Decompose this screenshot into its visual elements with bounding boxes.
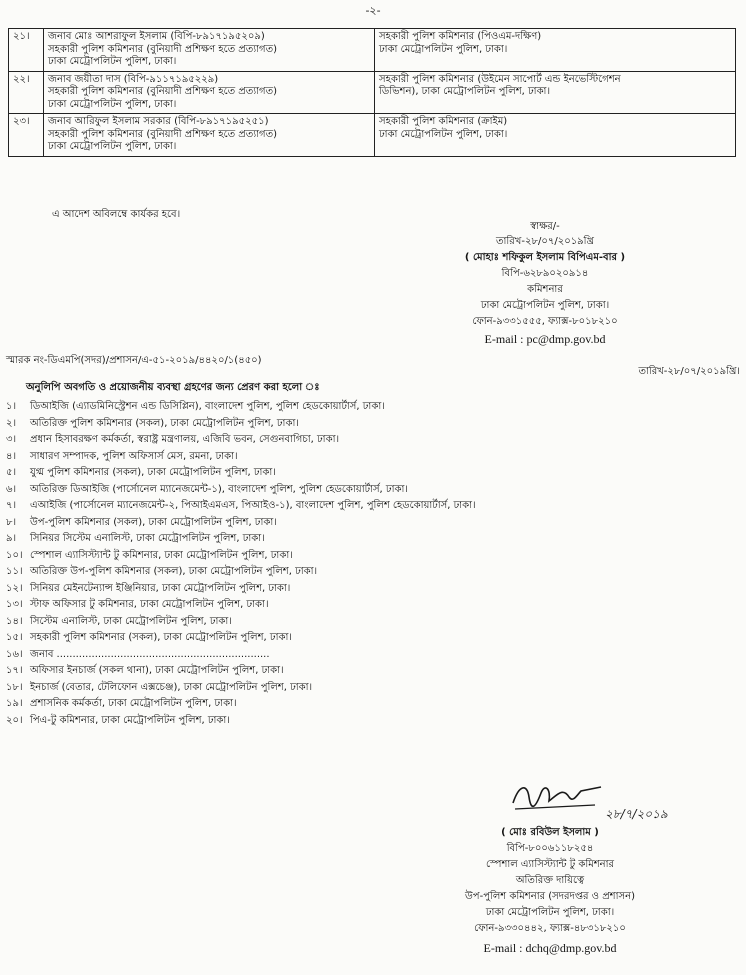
item-number: ১৮। [6,681,23,693]
item-number: ২। [6,417,17,429]
list-item [6,484,646,501]
table-row [9,114,736,157]
item-number: ১০। [6,549,23,561]
officer-unit: ঢাকা মেট্রোপলিটন পুলিশ, ঢাকা। [48,141,177,152]
item-number: ১২। [6,582,23,594]
officer-rank: সহকারী পুলিশ কমিশনার (বুনিয়াদী প্রশিক্ষণ হতে প্রত্যাগত) [48,128,277,140]
memo-date: তারিখ-২৮/০৭/২০১৯খ্রি। [638,366,740,377]
list-item [6,401,646,418]
item-text: অতিরিক্ত ডিআইজি (পার্সোনেল ম্যানেজমেন্ট-১), বাংলাদেশ পুলিশ, পুলিশ হেডকোয়ার্টার্স, ঢাকা। [30,483,408,495]
signatory-designation: স্পেশাল এ্যাসিস্ট্যান্ট টু কমিশনার [485,859,615,870]
serial-cell: ২২। [9,71,44,114]
distribution-list [6,401,646,731]
signatory-bp: বিপি-৬২৮৯০২০৯১৪ [501,268,589,279]
signatory-email: E-mail : pc@dmp.gov.bd [484,332,606,346]
signatory-bp: বিপি-৮০০৬১১৮২৫৪ [506,843,594,854]
officer-cell [44,29,375,72]
list-item [6,566,646,583]
item-number: ১৫। [6,632,23,643]
officer-rank: সহকারী পুলিশ কমিশনার (বুনিয়াদী প্রশিক্ষণ হতে প্রত্যাগত) [48,86,277,97]
list-item [6,418,646,435]
posting-cell [375,114,736,157]
handwritten-date: ২৮/৭/২০১৯ [605,807,668,821]
signatory-phone: ফোন-৯৩৩১৫৫৫, ফ্যাক্স-৮০১৮২১০ [472,316,618,327]
effect-statement: এ আদেশ অবিলম্বে কার্যকর হবে। [52,209,181,220]
item-text: সিস্টেম এনালিস্ট, ঢাকা মেট্রোপলিটন পুলিশ, ঢাকা। [30,615,232,627]
item-text: সিনিয়র মেইনটেন্যান্স ইঞ্জিনিয়ার, ঢাকা মেট্রোপলিটন পুলিশ, ঢাকা। [30,582,291,594]
item-number: ১। [6,401,17,412]
item-number: ৬। [6,483,17,495]
signatory-phone: ফোন-৯৩৩০৪৪২, ফ্যাক্স-৪৮৩১৮২১০ [474,923,626,934]
officer-unit: ঢাকা মেট্রোপলিটন পুলিশ, ঢাকা। [48,98,177,110]
additional-charge: অতিরিক্ত দায়িত্বে [515,875,585,886]
item-number: ৫। [6,467,17,478]
item-text: উপ-পুলিশ কমিশনার (সকল), ঢাকা মেট্রোপলিটন পুলিশ, ঢাকা। [30,516,277,528]
signatory-name: ( মোহাঃ শফিকুল ইসলাম বিপিএম-বার ) [464,252,626,263]
item-text: জনাব ................................................................... [30,648,270,660]
item-number: ৯। [6,533,17,544]
signatory-designation: কমিশনার [527,284,563,295]
list-item [6,434,646,451]
signatory-name: ( মোঃ রবিউল ইসলাম ) [501,827,599,838]
signatory-office: ঢাকা মেট্রোপলিটন পুলিশ, ঢাকা। [485,907,615,918]
item-text: এআইজি (পার্সোনেল ম্যানেজমেন্ট-২, পিআইএমএস, পিআইও-১), বাংলাদেশ পুলিশ, পুলিশ হেডকোয়ার্টার্স, ঢাকা। [30,500,476,511]
item-text: স্পেশাল এ্যাসিস্ট্যান্ট টু কমিশনার, ঢাকা মেট্রোপলিটন পুলিশ, ঢাকা। [30,549,293,561]
page-number: -২- [365,4,381,17]
list-item [6,451,646,468]
posting-line: ঢাকা মেট্রোপলিটন পুলিশ, ঢাকা। [379,128,508,140]
list-item [6,583,646,600]
list-item [6,599,646,616]
item-text: সিনিয়র সিস্টেম এনালিস্ট, ঢাকা মেট্রোপলিটন পুলিশ, ঢাকা। [30,533,265,544]
list-item [6,715,646,732]
officer-name: জনাব আরিফুল ইসলাম সরকার (বিপি-৮৯১৭১৯৫২৫১) [48,116,269,127]
memo-reference: স্মারক নং-ডিএমপি(সদর)/প্রশাসন/এ-৫১-২০১৯/৪৪২০/১(৪৫০) [6,355,262,366]
list-item [6,533,646,550]
item-text: প্রধান হিসাবরক্ষণ কর্মকর্তা, স্বরাষ্ট্র মন্ত্রণালয়, এজিবি ভবন, সেগুনবাগিচা, ঢাকা। [30,434,340,445]
item-text: ডিআইজি (এ্যাডমিনিস্ট্রেশন এন্ড ডিসিপ্লিন), বাংলাদেশ পুলিশ, পুলিশ হেডকোয়ার্টার্স, ঢাকা। [30,401,385,412]
item-number: ১৪। [6,615,23,627]
item-text: ইনচার্জ (বেতার, টেলিফোন এক্সচেঞ্জ), ঢাকা মেট্রোপলিটন পুলিশ, ঢাকা। [30,681,313,693]
list-item [6,682,646,699]
posting-line: ঢাকা মেট্রোপলিটন পুলিশ, ঢাকা। [379,43,508,55]
list-item [6,616,646,633]
posting-line: সহকারী পুলিশ কমিশনার (ক্রাইম) [379,116,508,127]
item-number: ১৩। [6,599,23,610]
posting-cell [375,29,736,72]
item-text: পিএ-টু কমিশনার, ঢাকা মেট্রোপলিটন পুলিশ, ঢাকা। [30,714,230,726]
posting-cell [375,71,736,114]
item-number: ৪। [6,450,17,462]
distribution-heading: অনুলিপি অবগতি ও প্রয়োজনীয় ব্যবস্থা গ্রহণের জন্য প্রেরণ করা হলো ঃ [26,382,320,393]
list-item [6,550,646,567]
item-number: ১১। [6,566,23,577]
list-item [6,467,646,484]
item-number: ১৭। [6,665,23,676]
signed-mark: স্বাক্ষর/- [530,221,560,232]
signatory-role: উপ-পুলিশ কমিশনার (সদরদপ্তর ও প্রশাসন) [465,891,635,902]
list-item [6,517,646,534]
item-number: ২০। [6,714,23,726]
item-number: ৩। [6,434,17,445]
signatory-email: E-mail : dchq@dmp.gov.bd [483,941,617,955]
item-text: অফিসার ইনচার্জ (সকল থানা), ঢাকা মেট্রোপলিটন পুলিশ, ঢাকা। [30,665,284,676]
table-row [9,29,736,72]
table-row [9,71,736,114]
item-number: ১৬। [6,648,23,660]
list-item [6,665,646,682]
list-item [6,632,646,649]
serial-cell: ২৩। [9,114,44,157]
list-item [6,649,646,666]
signatory-office: ঢাকা মেট্রোপলিটন পুলিশ, ঢাকা। [480,300,610,311]
assignment-table [8,28,736,157]
item-number: ৮। [6,516,17,528]
item-number: ৭। [6,500,17,511]
officer-name: জনাব জয়ীতা দাস (বিপি-৯১১৭১৯৫২২৯) [48,73,219,85]
item-text: যুগ্ম পুলিশ কমিশনার (সকল), ঢাকা মেট্রোপলিটন পুলিশ, ঢাকা। [30,467,276,478]
serial-cell: ২১। [9,29,44,72]
signature-date: তারিখ-২৮/০৭/২০১৯খ্রি [496,236,594,247]
item-text: সাধারণ সম্পাদক, পুলিশ অফিসার্স মেস, রমনা, ঢাকা। [30,450,238,462]
item-text: প্রশাসনিক কর্মকর্তা, ঢাকা মেট্রোপলিটন পুলিশ, ঢাকা। [30,698,237,709]
item-text: স্টাফ অফিসার টু কমিশনার, ঢাকা মেট্রোপলিটন পুলিশ, ঢাকা। [30,599,269,610]
item-number: ১৯। [6,698,23,709]
officer-rank: সহকারী পুলিশ কমিশনার (বুনিয়াদী প্রশিক্ষণ হতে প্রত্যাগত) [48,43,277,55]
officer-cell [44,114,375,157]
item-text: অতিরিক্ত উপ-পুলিশ কমিশনার (সকল), ঢাকা মেট্রোপলিটন পুলিশ, ঢাকা। [30,566,318,577]
handwritten-signature [505,775,705,830]
list-item [6,500,646,517]
list-item [6,698,646,715]
item-text: অতিরিক্ত পুলিশ কমিশনার (সকল), ঢাকা মেট্রোপলিটন পুলিশ, ঢাকা। [30,417,299,429]
officer-cell [44,71,375,114]
posting-line: সহকারী পুলিশ কমিশনার (পিওএম-দক্ষিণ) [379,31,542,42]
officer-name: জনাব মোঃ আশরাফুল ইসলাম (বিপি-৮৯১৭১৯৫২০৯) [48,31,265,42]
item-text: সহকারী পুলিশ কমিশনার (সকল), ঢাকা মেট্রোপলিটন পুলিশ, ঢাকা। [30,632,292,643]
posting-line: ডিভিশন), ঢাকা মেট্রোপলিটন পুলিশ, ঢাকা। [379,86,551,97]
officer-unit: ঢাকা মেট্রোপলিটন পুলিশ, ঢাকা। [48,56,177,67]
posting-line: সহকারী পুলিশ কমিশনার (উইমেন সাপোর্ট এন্ড ইনভেস্টিগেশন [379,73,621,85]
